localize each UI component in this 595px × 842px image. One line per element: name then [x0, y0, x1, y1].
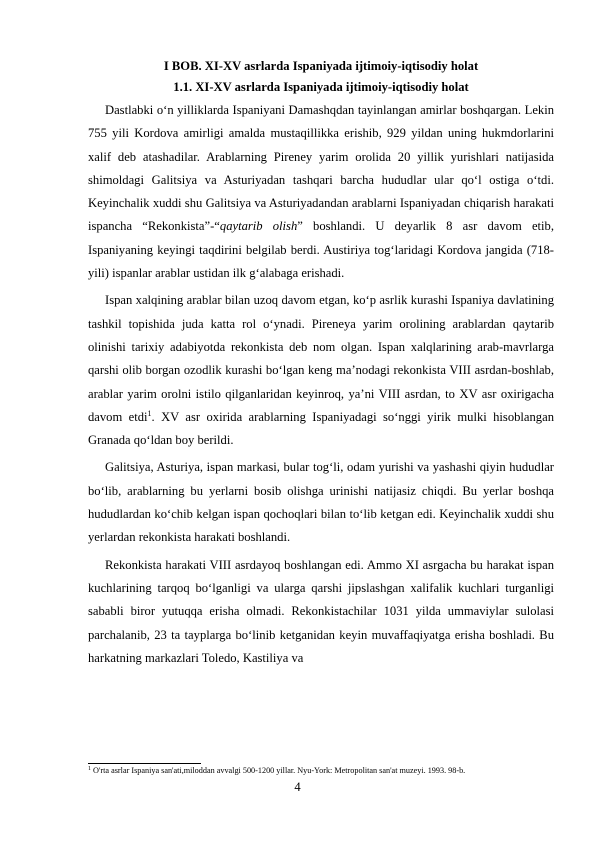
- paragraph-3: Galitsiya, Asturiya, ispan markasi, bular tog‘li, odam yurishi va yashashi qiyin hududlar bo‘lib, arablarning bu yerlarni bosib olishga urinishi natijasiz chiqdi. Bu yerlar boshqa hududlardan ko‘chib kelgan ispan qochoqlari bilan to‘lib ketgan edi. Keyinchalik xuddi shu yerlardan rekonkista harakati boshlandi.: [88, 460, 554, 545]
- paragraph-4: Rekonkista harakati VIII asrdayoq boshlangan edi. Ammo XI asrgacha bu harakat ispan kuchlarining tarqoq bo‘lganligi va ularga qarshi jipslashgan xalifalik kuchlari turganligi sababli biror yutuqqa erisha olmadi. Rekonkistachilar 1031 yilda ummaviylar sulolasi parchalanib, 23 ta tayplarga bo‘linib ketganidan keyin muvaffaqiyatga erisha boshladi. Bu harkatning markazlari Toledo, Kastiliya va: [88, 557, 554, 665]
- footnote-text: O'rta asrlar Ispaniya san'ati,miloddan avvalgi 500-1200 yillar. Nyu-York: Metropolitan san'at muzeyi. 1993. 98-b.: [91, 766, 466, 775]
- paragraph-1-italic-term: qaytarib olish: [219, 219, 298, 234]
- document-page: [88, 57, 554, 670]
- section-title: 1.1. XI-XV asrlarda Ispaniyada ijtimoiy-iqtisodiy holat: [173, 80, 469, 94]
- page-number: 4: [294, 780, 301, 794]
- footnote-reference[interactable]: 1: [147, 408, 152, 418]
- paragraph-1: [88, 99, 554, 285]
- paragraph-1-text: Dastlabki o‘n yilliklarda Ispaniyani Damashqdan tayinlangan amirlar boshqargan. Lekin 755 yili Kordova amirligi amalda mustaqillikka erishib, 929 yildan uning hukmdorlarini xalif deb atashadilar. Arablarning Pireney yarim orolida 20 yillik yurishlari natijasida shimoldagi Galitsiya va Asturiyadan tashqari barcha hududlar ular qo‘l ostiga o‘tdi. Keyinchalik xuddi shu Galitsiya va Asturiyadandan arablarni Ispaniyadan chiqarish harakati ispancha “Rekonkista”-“: [88, 103, 554, 234]
- footnote-divider: [88, 763, 201, 764]
- footnote-marker: 1: [88, 766, 91, 772]
- paragraph-2-text: Ispan xalqining arablar bilan uzoq davom etgan, ko‘p asrlik kurashi Ispaniya davlatining tashkil topishida juda katta rol o‘ynadi. Pireneya yarim orolining arablardan qaytarib olinishi tarixiy adabiyotda rekonkista deb nom olgan. Ispan xalqlarining arab-mavrlarga qarshi olib borgan ozodlik kurashi bo‘lgan keng ma’nodagi rekonkista VIII asrdan-boshlab, arablar yarim orolni istilo qilganlaridan keyinroq, ya’ni VIII asrdan, to XV asr oxirigacha davom etdi: [88, 293, 554, 424]
- footnote: [88, 765, 554, 776]
- paragraph-1-text-end: ” boshlandi. U deyarlik 8 asr davom etib, Ispaniyaning keyingi taqdirini belgilab berdi. Austiriya tog‘laridagi Kordova jangida (718-yili) ispanlar arablar ustidan ilk g‘alabaga erishadi.: [88, 219, 554, 281]
- paragraph-2: [88, 289, 554, 452]
- paragraph-2-text-end: . XV asr oxirida arablarning Ispaniyadagi so‘nggi yirik mulki hisoblangan Granada qo‘ldan boy berildi.: [88, 409, 554, 448]
- chapter-title: I BOB. XI-XV asrlarda Ispaniyada ijtimoiy-iqtisodiy holat: [163, 59, 479, 73]
